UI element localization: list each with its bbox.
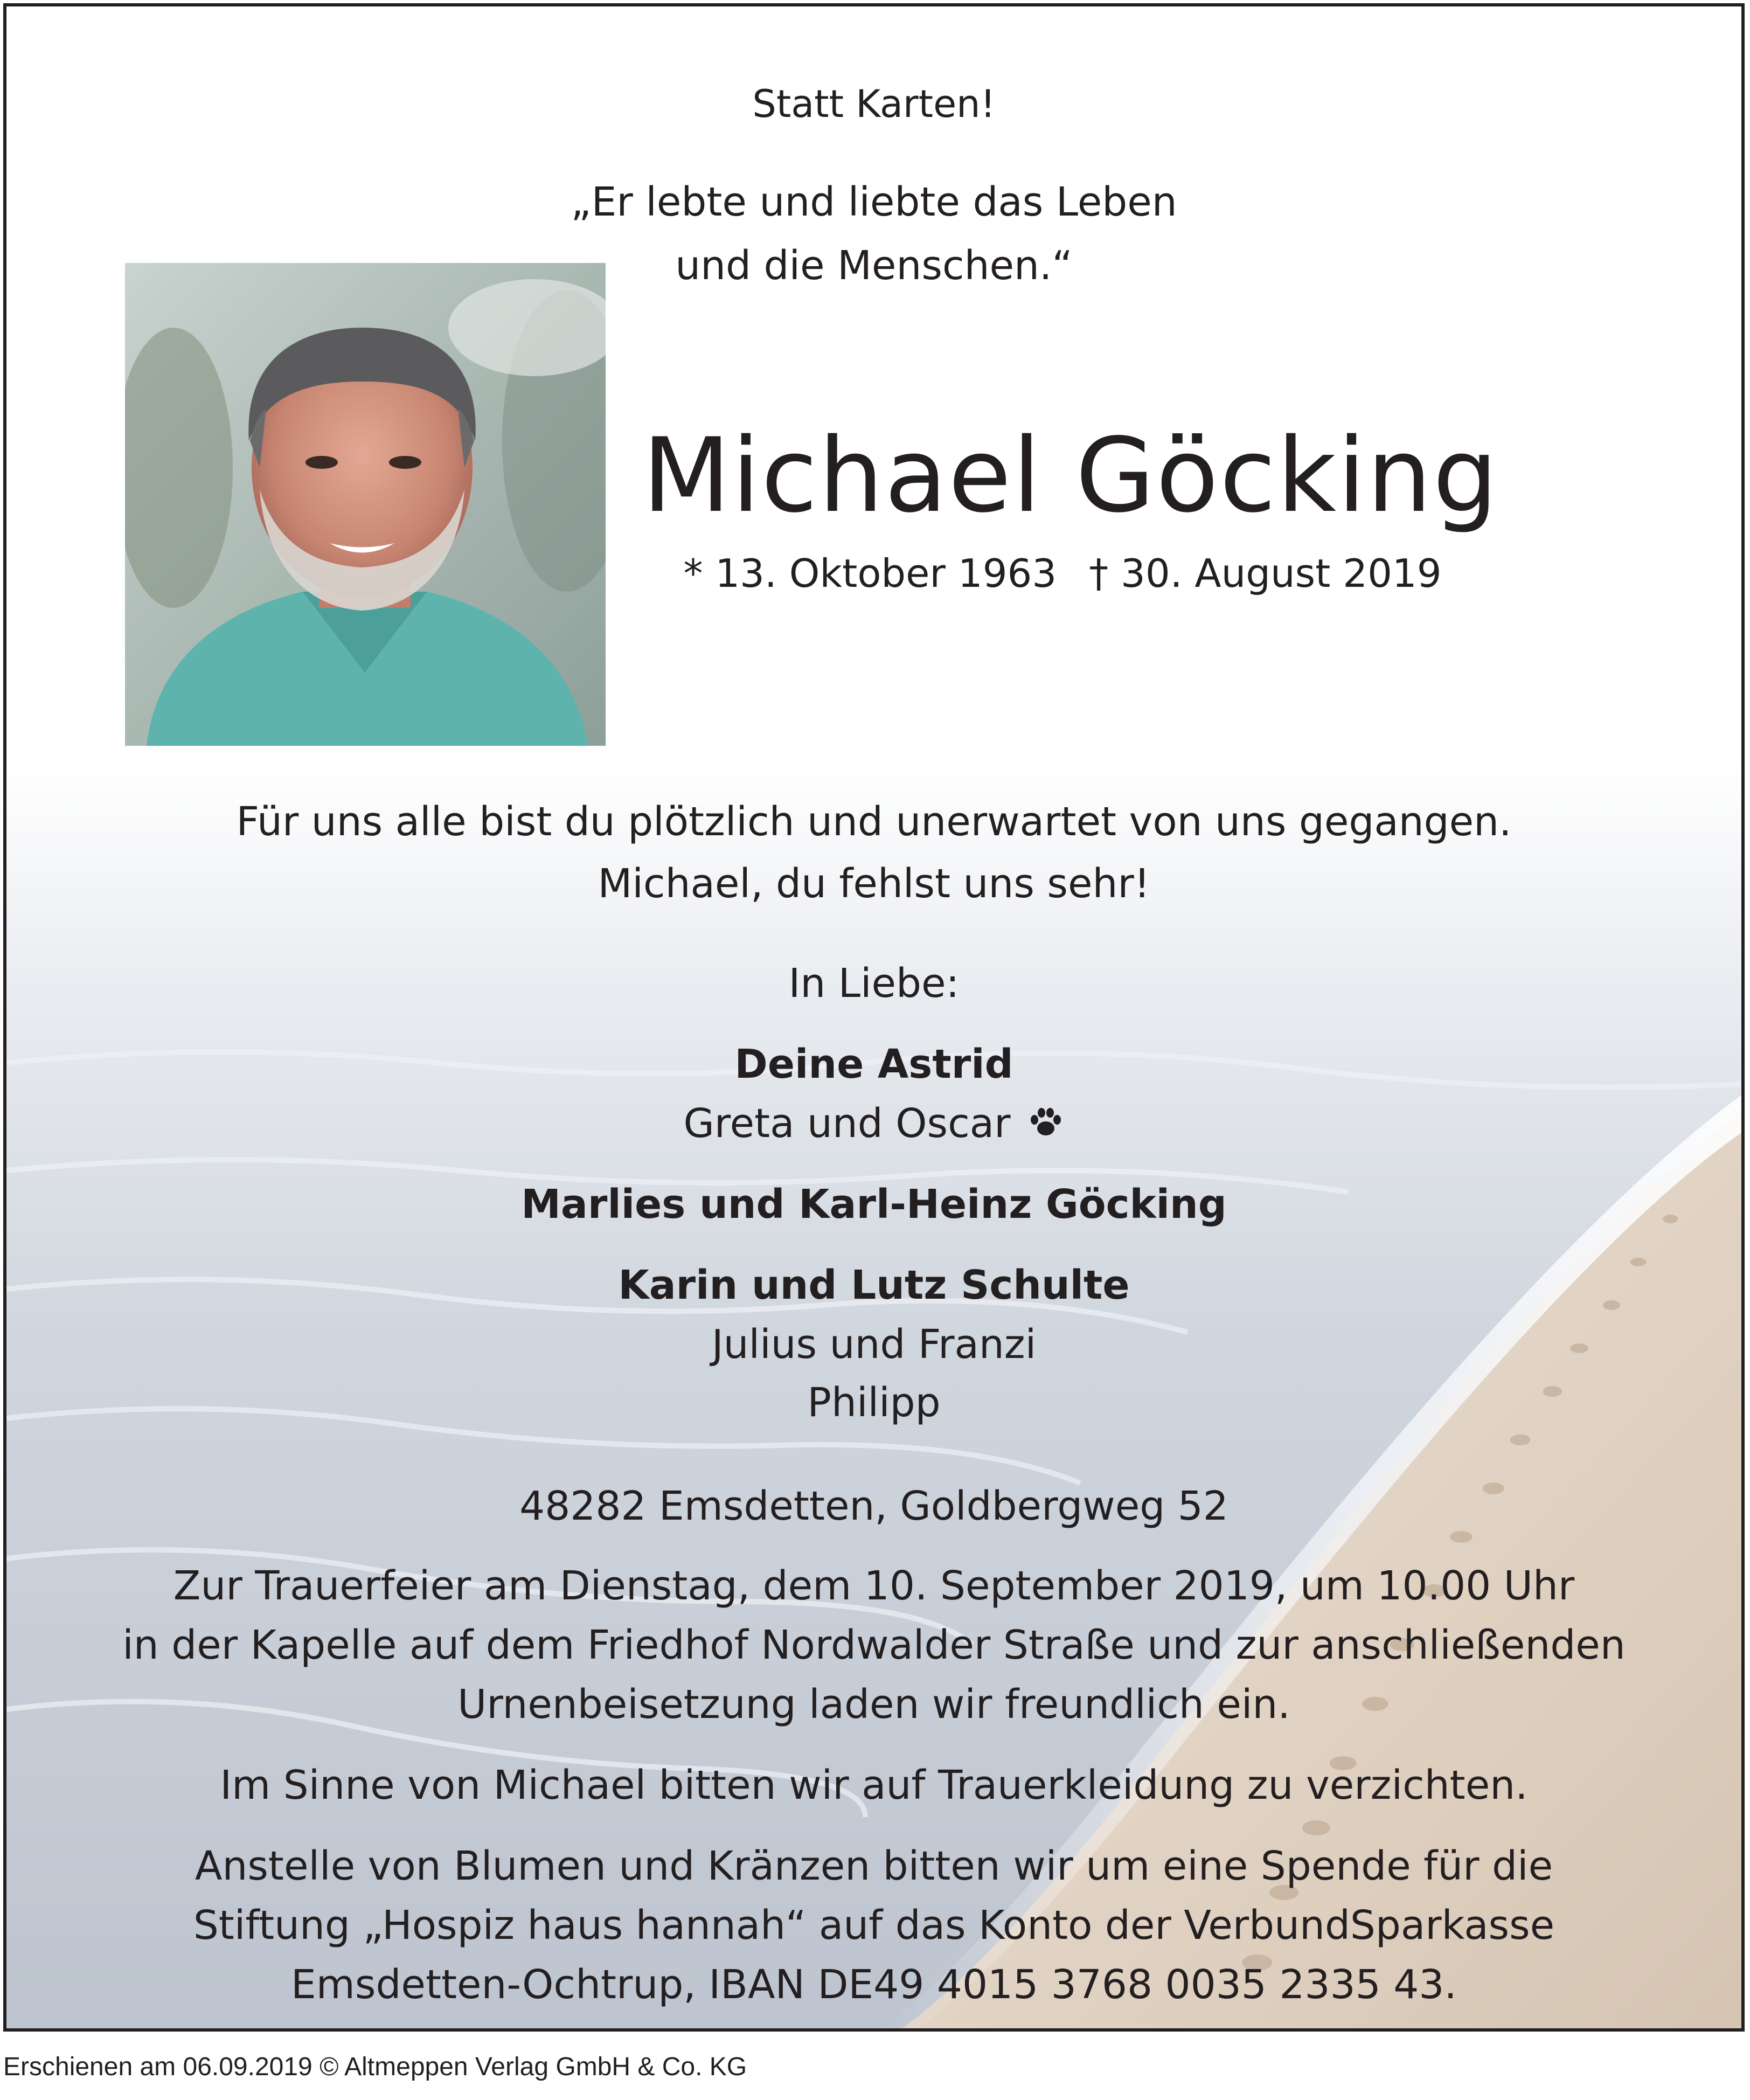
paw-print-icon xyxy=(1027,1104,1065,1141)
ceremony-line-1: Zur Trauerfeier am Dienstag, dem 10. September 2019, um 10.00 Uhr xyxy=(173,1563,1575,1609)
mourner-pets xyxy=(6,1100,1741,1147)
donation-line-2: Stiftung „Hospiz haus hannah“ auf das Konto der VerbundSparkasse xyxy=(193,1902,1555,1949)
death-date: † 30. August 2019 xyxy=(1089,551,1442,596)
publication-footer: Erschienen am 06.09.2019 © Altmeppen Verlag GmbH & Co. KG xyxy=(3,2053,747,2081)
deceased-name: Michael Göcking xyxy=(642,416,1499,535)
obituary-content xyxy=(6,6,1741,2028)
intro-text: Statt Karten! xyxy=(752,82,996,126)
obituary-card xyxy=(3,3,1745,2032)
ceremony-line-2: in der Kapelle auf dem Friedhof Nordwalder Straße und zur anschließenden xyxy=(122,1622,1626,1668)
birth-date: * 13. Oktober 1963 xyxy=(683,551,1057,596)
mourner-parents: Marlies und Karl-Heinz Göcking xyxy=(521,1181,1227,1228)
mourner-philipp: Philipp xyxy=(807,1380,941,1426)
life-dates xyxy=(642,551,1483,596)
message-line-2: Michael, du fehlst uns sehr! xyxy=(598,861,1150,907)
family-address: 48282 Emsdetten, Goldbergweg 52 xyxy=(519,1483,1228,1529)
message-line-1: Für uns alle bist du plötzlich und unerwartet von uns gegangen. xyxy=(236,799,1512,845)
quote-line-1: „Er lebte und liebte das Leben xyxy=(571,179,1177,225)
quote-line-2: und die Menschen.“ xyxy=(675,242,1073,289)
ceremony-line-3: Urnenbeisetzung laden wir freundlich ein. xyxy=(457,1681,1290,1728)
mourner-astrid: Deine Astrid xyxy=(734,1041,1013,1087)
donation-line-1: Anstelle von Blumen und Kränzen bitten wir um eine Spende für die xyxy=(195,1843,1553,1889)
in-love-heading: In Liebe: xyxy=(788,960,960,1007)
mourner-pets-label: Greta und Oscar xyxy=(683,1100,1011,1147)
donation-line-3: Emsdetten-Ochtrup, IBAN DE49 4015 3768 0035 2335 43. xyxy=(291,1962,1457,2008)
dress-note: Im Sinne von Michael bitten wir auf Trauerkleidung zu verzichten. xyxy=(220,1762,1528,1808)
mourner-schulte: Karin und Lutz Schulte xyxy=(618,1262,1130,1308)
mourner-julius-franzi: Julius und Franzi xyxy=(711,1321,1037,1368)
